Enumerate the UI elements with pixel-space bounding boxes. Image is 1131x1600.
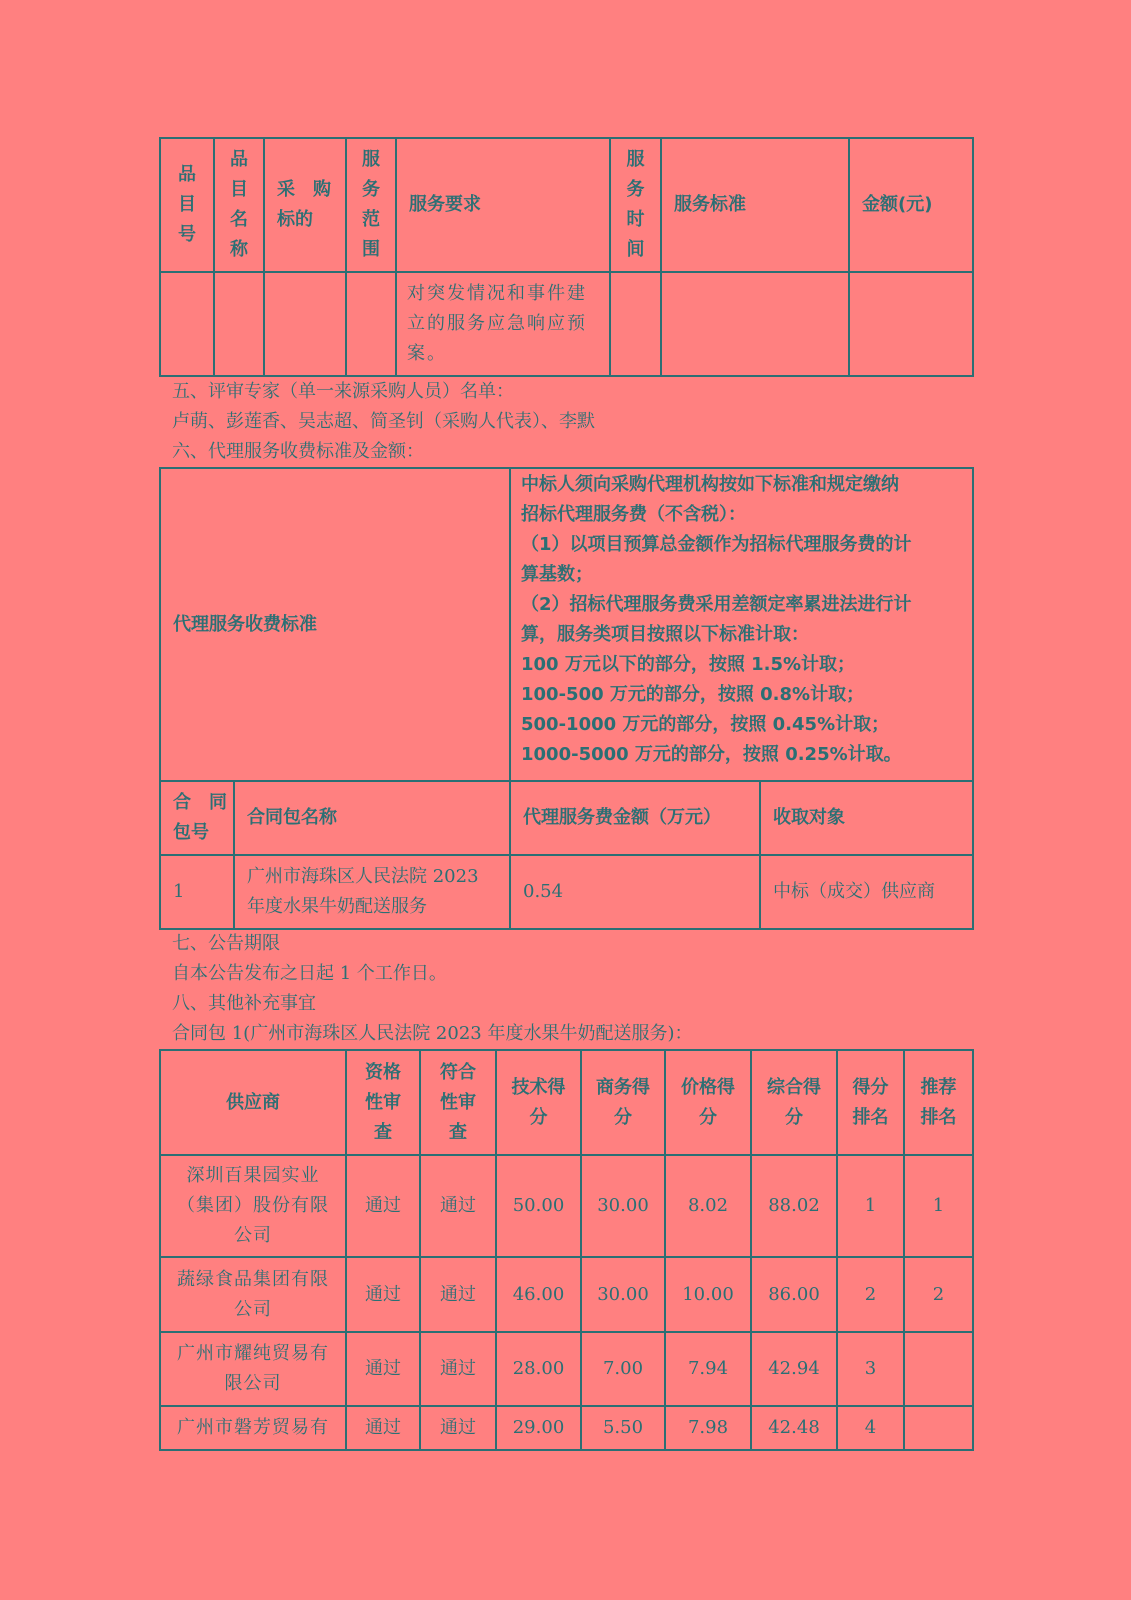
fee-standard-line: 招标代理服务费（不含税）： xyxy=(521,504,746,525)
header-time: 服 务 时 间 xyxy=(610,138,661,272)
header-package-name: 合同包名称 xyxy=(234,781,510,855)
score-cell: 通过 xyxy=(420,1155,496,1257)
header-standard: 服务标准 xyxy=(661,138,849,272)
score-table xyxy=(159,1049,974,1451)
score-cell: 42.94 xyxy=(751,1332,837,1406)
header-item-no: 品 目 号 xyxy=(160,138,214,272)
cell-empty xyxy=(661,272,849,376)
table-row xyxy=(160,1406,973,1450)
score-cell: 4 xyxy=(837,1406,904,1450)
table-row xyxy=(160,1332,973,1406)
fee-standard-line: 中标人须向采购代理机构按如下标准和规定缴纳 xyxy=(521,474,899,495)
score-cell: 1 xyxy=(904,1155,973,1257)
score-cell: 28.00 xyxy=(496,1332,581,1406)
cell-empty xyxy=(610,272,661,376)
supplier-name: 广州市磐芳贸易有 xyxy=(160,1406,346,1450)
score-cell: 50.00 xyxy=(496,1155,581,1257)
score-cell: 46.00 xyxy=(496,1257,581,1332)
score-cell: 7.00 xyxy=(581,1332,665,1406)
cell-requirement: 对突发情况和事件建立的服务应急响应预案。 xyxy=(396,272,610,376)
fee-standard-line: 500-1000 万元的部分，按照 0.45%计取； xyxy=(521,714,890,735)
score-cell xyxy=(904,1406,973,1450)
table-row xyxy=(160,1155,973,1257)
service-table xyxy=(159,137,974,377)
score-cell: 42.48 xyxy=(751,1406,837,1450)
cell-empty xyxy=(160,272,214,376)
fee-standard-label: 代理服务收费标准 xyxy=(160,468,510,781)
header-amount: 金额(元) xyxy=(849,138,973,272)
supplier-name: 广州市耀纯贸易有 限公司 xyxy=(160,1332,346,1406)
score-header-cell: 商务得 分 xyxy=(581,1050,665,1155)
score-cell: 2 xyxy=(837,1257,904,1332)
cell-empty xyxy=(264,272,346,376)
fee-standard-line: 算，服务类项目按照以下标准计取： xyxy=(521,624,809,645)
cell-payer: 中标（成交）供应商 xyxy=(760,855,973,929)
supplier-name: 深圳百果园实业 （集团）股份有限 公司 xyxy=(160,1155,346,1257)
package-heading: 合同包 1(广州市海珠区人民法院 2023 年度水果牛奶配送服务)： xyxy=(172,1023,693,1044)
score-cell: 30.00 xyxy=(581,1257,665,1332)
score-cell: 通过 xyxy=(420,1257,496,1332)
section5-title: 五、评审专家（单一来源采购人员）名单： xyxy=(172,381,514,402)
score-cell: 通过 xyxy=(346,1332,420,1406)
header-payer: 收取对象 xyxy=(760,781,973,855)
score-header-cell: 得分 排名 xyxy=(837,1050,904,1155)
score-cell: 10.00 xyxy=(665,1257,751,1332)
fee-standard-line: 100-500 万元的部分，按照 0.8%计取； xyxy=(521,684,865,705)
score-cell: 通过 xyxy=(420,1406,496,1450)
header-package-no: 合 同 包号 xyxy=(160,781,234,855)
fee-standard-line: 100 万元以下的部分，按照 1.5%计取； xyxy=(521,654,856,675)
score-cell: 通过 xyxy=(420,1332,496,1406)
score-cell: 通过 xyxy=(346,1257,420,1332)
cell-package-name: 广州市海珠区人民法院 2023 年度水果牛奶配送服务 xyxy=(234,855,510,929)
fee-standard-line: （2）招标代理服务费采用差额定率累进法进行计 xyxy=(521,594,912,615)
cell-fee-amount: 0.54 xyxy=(510,855,760,929)
score-cell: 7.98 xyxy=(665,1406,751,1450)
score-header-cell: 综合得 分 xyxy=(751,1050,837,1155)
score-cell: 3 xyxy=(837,1332,904,1406)
expert-names: 卢萌、彭莲香、吴志超、简圣钊（采购人代表）、李默 xyxy=(172,411,595,432)
cell-empty xyxy=(849,272,973,376)
cell-empty xyxy=(214,272,264,376)
score-cell: 30.00 xyxy=(581,1155,665,1257)
score-cell: 5.50 xyxy=(581,1406,665,1450)
cell-package-no: 1 xyxy=(160,855,234,929)
score-header-cell: 技术得 分 xyxy=(496,1050,581,1155)
header-requirement: 服务要求 xyxy=(396,138,610,272)
score-cell: 29.00 xyxy=(496,1406,581,1450)
score-header-cell: 符合 性审 查 xyxy=(420,1050,496,1155)
fee-standard-line: （1）以项目预算总金额作为招标代理服务费的计 xyxy=(521,534,912,555)
fee-standard-text xyxy=(510,468,973,781)
section7-title: 七、公告期限 xyxy=(172,933,280,954)
score-cell xyxy=(904,1332,973,1406)
section8-title: 八、其他补充事宜 xyxy=(172,993,316,1014)
fee-standard-line: 1000-5000 万元的部分，按照 0.25%计取。 xyxy=(521,744,902,765)
supplier-name: 蔬绿食品集团有限 公司 xyxy=(160,1257,346,1332)
score-header-cell: 推荐 排名 xyxy=(904,1050,973,1155)
fee-standard-lines xyxy=(521,469,964,770)
cell-empty xyxy=(346,272,396,376)
score-cell: 2 xyxy=(904,1257,973,1332)
section6-title: 六、代理服务收费标准及金额： xyxy=(172,441,424,462)
score-header-cell: 价格得 分 xyxy=(665,1050,751,1155)
score-cell: 通过 xyxy=(346,1406,420,1450)
fee-standard-line: 算基数； xyxy=(521,564,593,585)
header-item-name: 品 目 名 称 xyxy=(214,138,264,272)
score-header-cell: 供应商 xyxy=(160,1050,346,1155)
score-cell: 7.94 xyxy=(665,1332,751,1406)
notice-period: 自本公告发布之日起 1 个工作日。 xyxy=(172,963,447,984)
score-cell: 通过 xyxy=(346,1155,420,1257)
score-cell: 8.02 xyxy=(665,1155,751,1257)
header-scope: 服 务 范 围 xyxy=(346,138,396,272)
header-fee-amount: 代理服务费金额（万元） xyxy=(510,781,760,855)
score-cell: 88.02 xyxy=(751,1155,837,1257)
score-cell: 86.00 xyxy=(751,1257,837,1332)
header-target: 采 购 标的 xyxy=(264,138,346,272)
score-cell: 1 xyxy=(837,1155,904,1257)
table-row xyxy=(160,1257,973,1332)
score-header-cell: 资格 性审 查 xyxy=(346,1050,420,1155)
fee-table xyxy=(159,467,974,930)
